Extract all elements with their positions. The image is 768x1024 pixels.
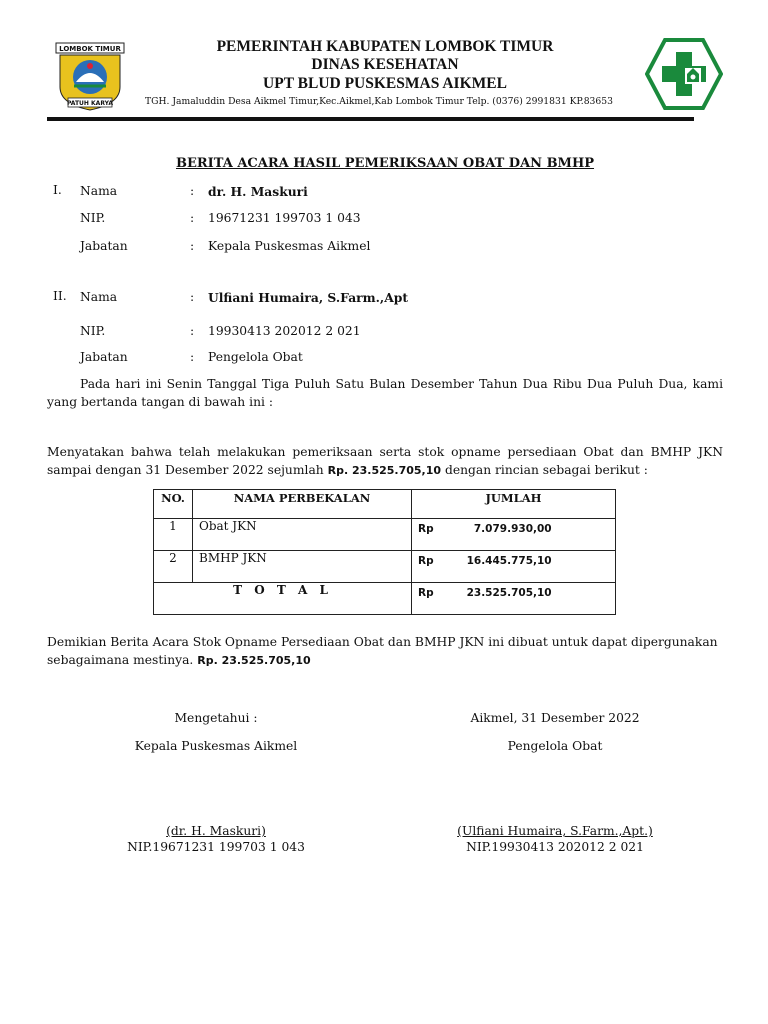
person2-name-label: Nama — [80, 290, 118, 304]
table-row — [154, 551, 616, 583]
colon: : — [190, 350, 195, 364]
left-sign-heading: Mengetahui : — [174, 711, 258, 725]
row-amount: 16.445.775,10 — [466, 555, 552, 567]
colon: : — [190, 184, 195, 198]
closing-text: Demikian Berita Acara Stok Opname Persediaan Obat dan BMHP JKN ini dibuat untuk dapat dipergunakan sebagaimana mestinya. — [47, 635, 718, 667]
person1-position-label: Jabatan — [80, 239, 128, 253]
person1-nip-label: NIP. — [80, 211, 106, 225]
person1-name-label: Nama — [80, 184, 118, 198]
currency: Rp — [418, 587, 434, 599]
regency-emblem-logo — [50, 42, 130, 112]
colon: : — [190, 324, 195, 338]
person1-roman: I. — [53, 183, 62, 197]
statement-text-end: dengan rincian sebagai berikut : — [441, 463, 648, 477]
header-no: NO. — [154, 490, 193, 519]
person2-position-label: Jabatan — [80, 350, 128, 364]
row-name: Obat JKN — [193, 519, 412, 551]
header-divider — [47, 117, 694, 121]
table-header-row — [154, 490, 616, 519]
logo-left-top-text: LOMBOK TIMUR — [59, 45, 121, 53]
opening-paragraph: Pada hari ini Senin Tanggal Tiga Puluh Satu Bulan Desember Tahun Dua Ribu Dua Puluh Dua, kami yang bertanda tangan di bawah ini : — [47, 377, 723, 409]
total-amount: 23.525.705,10 — [466, 587, 552, 599]
statement-amount: Rp. 23.525.705,10 — [327, 464, 442, 477]
logo-left-bottom-text: PATUH KARYA — [66, 100, 114, 107]
header-government: PEMERINTAH KABUPATEN LOMBOK TIMUR — [216, 38, 554, 55]
header-amount: JUMLAH — [412, 490, 616, 519]
left-sign-nip: NIP.19671231 199703 1 043 — [127, 840, 305, 854]
person2-nip-label: NIP. — [80, 324, 106, 338]
right-sign-nip: NIP.19930413 202012 2 021 — [466, 840, 644, 854]
row-name: BMHP JKN — [193, 551, 412, 583]
colon: : — [190, 239, 195, 253]
closing-amount: Rp. 23.525.705,10 — [197, 654, 311, 667]
row-amount-cell — [412, 519, 616, 551]
currency: Rp — [418, 523, 434, 535]
row-no: 2 — [154, 551, 193, 583]
closing-paragraph — [47, 633, 723, 670]
table-row — [154, 519, 616, 551]
header-unit: UPT BLUD PUSKESMAS AIKMEL — [263, 75, 507, 92]
total-label: T O T A L — [154, 583, 412, 615]
colon: : — [190, 290, 195, 304]
stock-table — [153, 489, 616, 615]
row-amount: 7.079.930,00 — [473, 523, 552, 535]
header-name: NAMA PERBEKALAN — [193, 490, 412, 519]
statement-text: Menyatakan bahwa telah melakukan pemeriksaan serta stok opname persediaan Obat dan BMHP JKN sampai dengan 31 Desember 2022 sejumlah — [47, 445, 723, 477]
row-no: 1 — [154, 519, 193, 551]
person1-name: dr. H. Maskuri — [208, 184, 308, 199]
person1-nip: 19671231 199703 1 043 — [208, 211, 361, 225]
person2-name: Ulfiani Humaira, S.Farm.,Apt — [208, 290, 409, 305]
header-department: DINAS KESEHATAN — [311, 56, 459, 73]
right-sign-role: Pengelola Obat — [507, 739, 603, 753]
person1-position: Kepala Puskesmas Aikmel — [208, 239, 371, 253]
colon: : — [190, 211, 195, 225]
right-sign-heading: Aikmel, 31 Desember 2022 — [470, 711, 640, 725]
person2-nip: 19930413 202012 2 021 — [208, 324, 361, 338]
person2-position: Pengelola Obat — [208, 350, 303, 364]
person2-roman: II. — [53, 289, 67, 303]
right-sign-name: (Ulfiani Humaira, S.Farm.,Apt.) — [457, 824, 653, 838]
left-sign-name: (dr. H. Maskuri) — [166, 824, 266, 838]
currency: Rp — [418, 555, 434, 567]
left-sign-role: Kepala Puskesmas Aikmel — [134, 739, 298, 753]
document-title: BERITA ACARA HASIL PEMERIKSAAN OBAT DAN BMHP — [175, 156, 595, 171]
statement-paragraph — [47, 443, 723, 480]
puskesmas-logo — [645, 38, 723, 110]
table-total-row — [154, 583, 616, 615]
row-amount-cell — [412, 551, 616, 583]
header-address: TGH. Jamaluddin Desa Aikmel Timur,Kec.Aikmel,Kab Lombok Timur Telp. (0376) 2991831 KP.83653 — [145, 96, 613, 107]
total-amount-cell — [412, 583, 616, 615]
